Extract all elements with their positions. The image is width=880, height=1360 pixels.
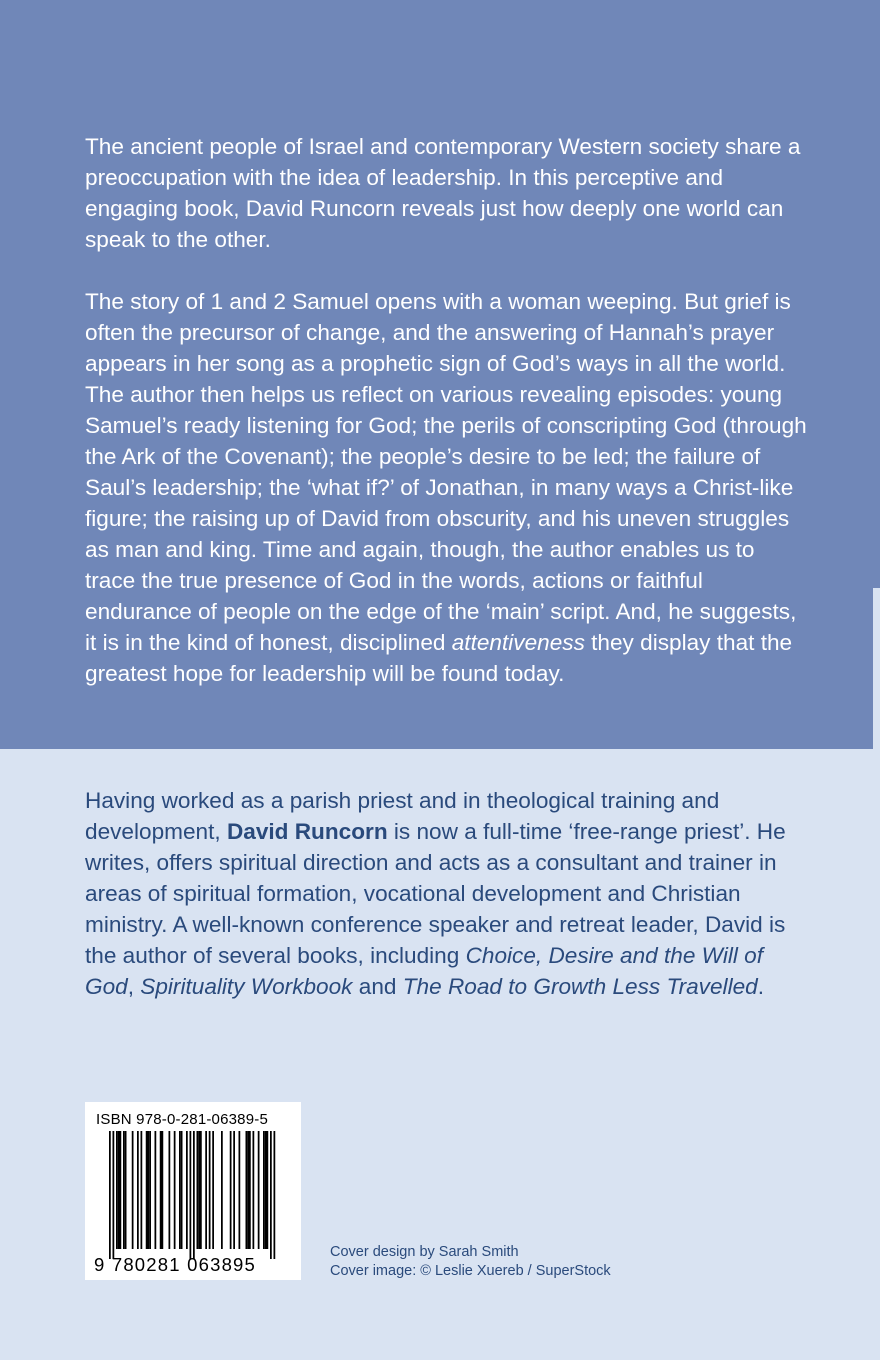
blurb-text-end: they display that the greatest hope for leadership will be found today. [85,630,793,686]
barcode-bar [274,1131,276,1259]
barcode-bar [247,1131,249,1249]
cover-design-credit: Cover design by Sarah Smith [330,1244,519,1260]
barcode-bar [212,1131,214,1249]
barcode-bar [263,1131,265,1249]
blurb [85,131,807,720]
barcode-bar [148,1131,150,1249]
spine-edge [873,0,880,588]
barcode-bar [249,1131,251,1249]
barcode-bar [137,1131,139,1249]
barcode-bar [132,1131,134,1249]
cover-image-credit: Cover image: © Leslie Xuereb / SuperStock [330,1263,611,1279]
cover-credits [330,1243,611,1281]
barcode-bar [174,1131,176,1249]
barcode-bar [270,1131,272,1259]
barcode-bar [221,1131,223,1249]
author-name: David Runcorn [226,819,388,844]
bio-separator-2: and [352,974,403,999]
bio-end: . [757,974,764,999]
blurb-text: The story of 1 and 2 Samuel opens with a woman weeping. But grief is often the precursor of change, and the answering of Hannah’s prayer appears in her song as a prophetic sign of God’s ways in all the world. The author then helps us reflect on various revealing episodes: young Samuel’s ready listening for God; the perils of conscripting God (through the Ark of the Covenant); the people’s desire to be led; the failure of Saul’s leadership; the ‘what if?’ of Jonathan, in many ways a Christ-like figure; the raising up of David from obscurity, and his uneven struggles as man and king. Time and again, though, the author enables us to trace the true presence of God in the words, actions or faithful endurance of people on the edge of the ‘main’ script. And, he suggests, it is in the kind of honest, disciplined [85,289,807,655]
blurb-paragraph-2 [85,286,807,689]
barcode-bar [155,1131,157,1249]
barcode-digits: 9 780281 063895 [94,1254,257,1275]
barcode-bar [186,1131,188,1249]
barcode-bar [141,1131,143,1249]
barcode-bar [123,1131,125,1249]
isbn-label: ISBN 978-0-281-06389-5 [96,1111,269,1128]
barcode-bar [162,1131,164,1249]
bio-body: is now a full-time ‘free-range priest’. He writes, offers spiritual direction and acts as a consultant and trainer in areas of spiritual formation, vocational development and Christian ministry. A well-known conference speaker and retreat leader, David is the author of several books, including [85,819,786,968]
barcode-bar [193,1131,195,1259]
emphasis-text: attentiveness [451,630,585,655]
bio-intro: Having worked as a parish priest and in theological training and development, [85,788,720,844]
bio-separator-1: , [127,974,141,999]
barcode-bar [197,1131,199,1249]
barcode-bar [146,1131,148,1249]
barcode-bar [190,1131,192,1259]
barcode-bar [265,1131,267,1249]
book-title-1: Choice, Desire and the Will of God [85,943,763,999]
book-title-3: The Road to Growth Less Travelled [402,974,758,999]
barcode-bar [246,1131,248,1249]
barcode-bar [179,1131,181,1249]
barcode-bar [125,1131,127,1249]
barcode-bars [109,1131,299,1259]
barcode-bar [267,1131,269,1249]
barcode-bar [233,1131,235,1249]
barcode-bar [169,1131,171,1249]
author-bio [85,785,805,1002]
barcode-bar [160,1131,162,1249]
barcode-bar [253,1131,255,1249]
barcode-bar [230,1131,232,1249]
barcode-bar [181,1131,183,1249]
bio-paragraph [85,785,805,1002]
barcode-bar [109,1131,111,1259]
barcode-bar [209,1131,211,1249]
barcode-bar [258,1131,260,1249]
barcode-bar [239,1131,241,1249]
barcode-bar [205,1131,207,1249]
barcode-bar [200,1131,202,1249]
barcode-box [85,1102,301,1280]
barcode-bar [118,1131,120,1249]
barcode-bar [149,1131,151,1249]
barcode-bar [113,1131,115,1259]
barcode-bar [198,1131,200,1249]
book-title-2: Spirituality Workbook [140,974,353,999]
barcode-bar [120,1131,122,1249]
barcode-bar [116,1131,118,1249]
blurb-paragraph-1: The ancient people of Israel and contemporary Western society share a preoccupation with the idea of leadership. In this perceptive and engaging book, David Runcorn reveals just how deeply one world can speak to the other. [85,134,801,252]
